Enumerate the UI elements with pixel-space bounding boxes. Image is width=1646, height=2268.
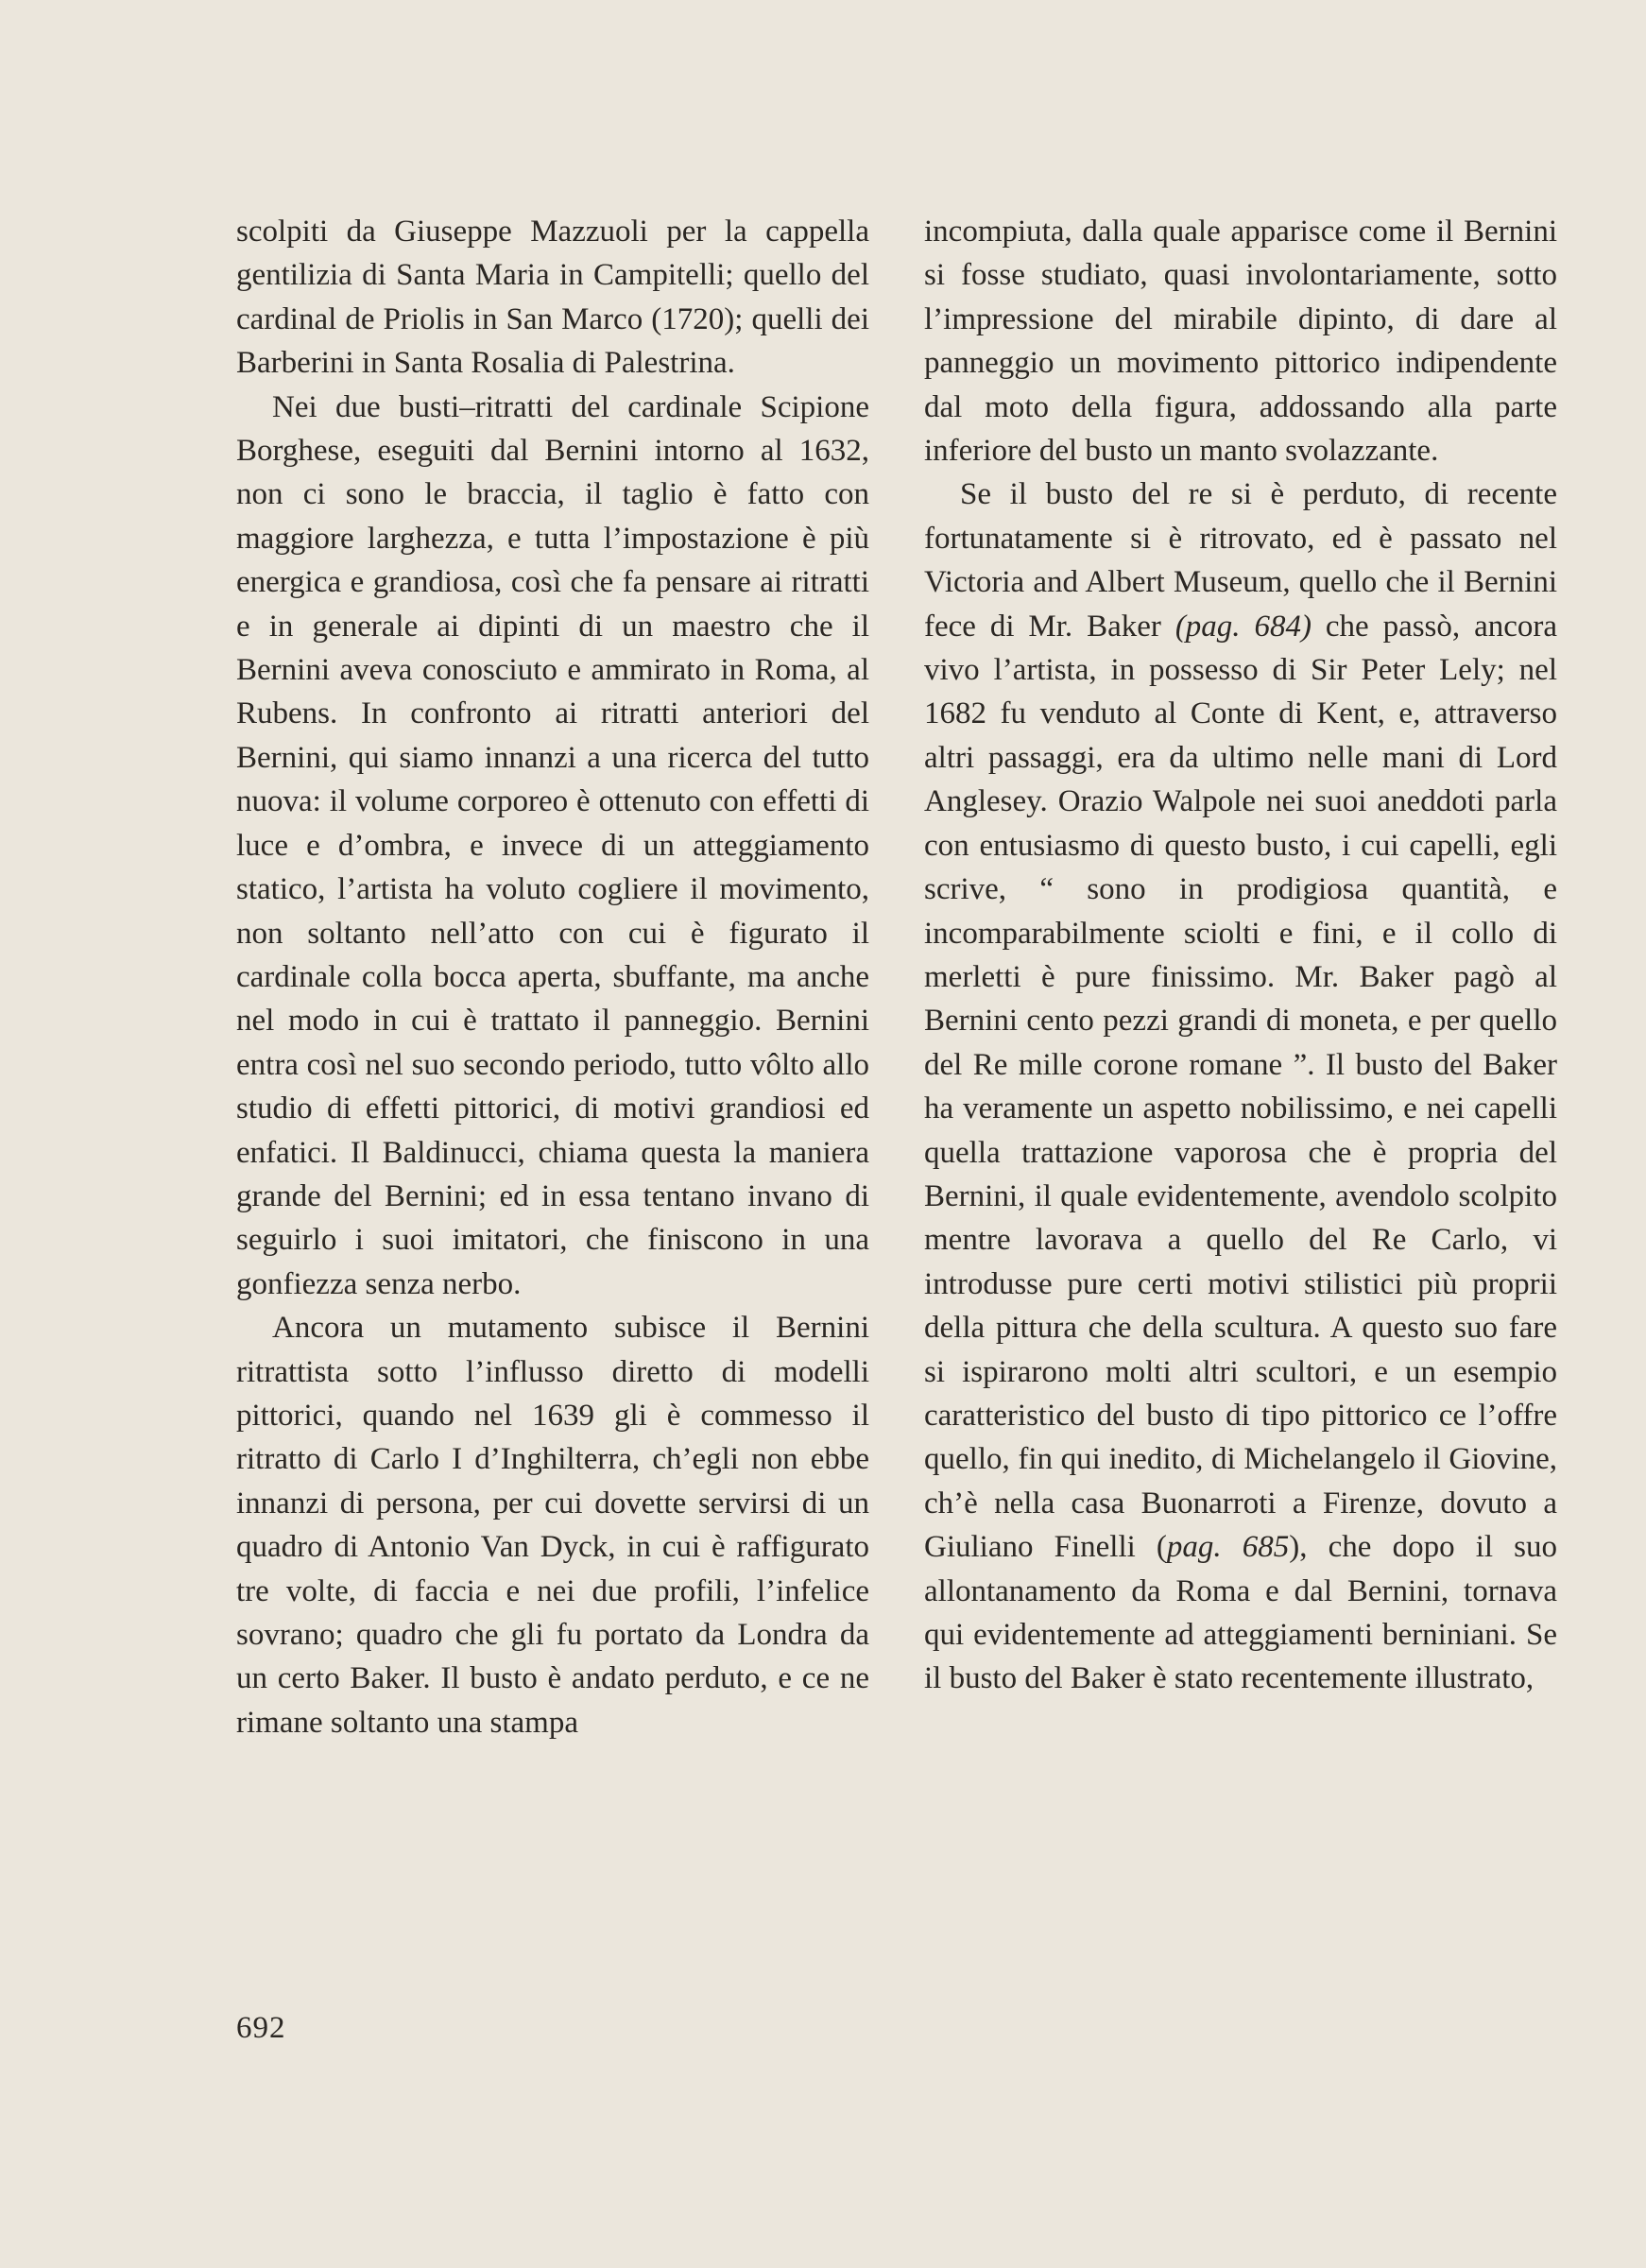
text-run: Nei due busti–ritratti del cardinale Scipione Borghese, eseguiti dal Bernini intorno al 1632, non ci sono le braccia, il taglio è fatto con maggiore larghezza, e tutta l’impostazione è più energica e grandiosa, così che fa pensare ai ritratti e in generale ai dipinti di un maestro che il Bernini aveva conosciuto e ammirato in Roma, al Rubens. In confronto ai ritratti anteriori del Bernini, qui siamo innanzi a una ricerca del tutto nuova: il volume corporeo è ottenuto con effetti di luce e d’ombra, e invece di un atteggiamento statico, l’artista ha voluto cogliere il movimento, non soltanto nell’atto con cui è figurato il cardinale colla bocca aperta, sbuffante, ma anche nel modo in cui è trattato il panneggio. Bernini entra così nel suo secondo periodo, tutto vôlto allo studio di effetti pittorici, di motivi grandiosi ed enfatici. Il Baldinucci, chiama questa la maniera grande del Bernini; ed in essa tentano invano di seguirlo i suoi imitatori, che finiscono in una gonfiezza senza nerbo.	[236, 389, 869, 1301]
page-reference: (pag. 684)	[1174, 609, 1312, 644]
text-run: scolpiti da Giuseppe Mazzuoli per la cappella gentilizia di Santa Maria in Campitelli; quello del cardinal de Priolis in San Marco (1720); quelli dei Barberini in Santa Rosalia di Palestrina.	[236, 215, 869, 381]
text-run: Ancora un mutamento subisce il Bernini ritrattista sotto l’influsso diretto di modelli pittorici, quando nel 1639 gli è commesso il ritratto di Carlo I d’Inghilterra, ch’egli non ebbe innanzi di persona, per cui dovette servirsi di un quadro di Antonio Van Dyck, in cui è raffigurato tre volte, di faccia e nei due profili, l’infelice sovrano; quadro che gli fu portato da Londra da un certo Baker. Il busto è andato perduto, e ce ne rimane soltanto una stampa	[236, 1311, 869, 1740]
text-run: incompiuta, dalla quale apparisce come il Bernini si fosse studiato, quasi involontariamente, sotto l’impressione del mirabile dipinto, di dare al panneggio un movimento pittorico indipendente dal moto della figura, addossando alla parte inferiore del busto un manto svolazzante.	[924, 215, 1557, 469]
text-run: ), che dopo il suo allontanamento da Roma e dal Bernini, tornava qui evidentemente ad atteggiamenti berniniani. Se il busto del Baker è stato recentemente illustrato,	[924, 1530, 1557, 1696]
paragraph	[236, 1306, 869, 1744]
page-reference: pag. 685	[1166, 1530, 1290, 1565]
text-run: che passò, ancora vivo l’artista, in possesso di Sir Peter Lely; nel 1682 fu venduto al Conte di Kent, e, attraverso altri passaggi, era da ultimo nelle mani di Lord Anglesey. Orazio Walpole nei suoi aneddoti parla con entusiasmo di questo busto, i cui capelli, egli scrive, “ sono in prodigiosa quantità, e incomparabilmente sciolti e fini, e il collo di merletti è pure finissimo. Mr. Baker pagò al Bernini cento pezzi grandi di moneta, e per quello del Re mille corone romane ”. Il busto del Baker ha veramente un aspetto nobilissimo, e nei capelli quella trattazione vaporosa che è propria del Bernini, il quale evidentemente, avendolo scolpito mentre lavorava a quello del Re Carlo, vi introdusse pure certi motivi stilistici più proprii della pittura che della scultura. A questo suo fare si ispirarono molti altri scultori, e un esempio caratteristico del busto di tipo pittorico ce l’offre quello, fin qui inedito, di Michelangelo il Giovine, ch’è nella casa Buonarroti a Firenze, dovuto a Giuliano Finelli (	[924, 609, 1557, 1565]
paragraph	[924, 472, 1557, 1700]
text-run: Se il busto del re si è perduto, di recente fortunatamente si è ritrovato, ed è passato nel Victoria and Albert Museum, quello che il Bernini fece di Mr. Baker	[924, 477, 1557, 644]
paragraph	[236, 210, 869, 386]
left-column	[236, 210, 869, 1744]
paragraph	[924, 210, 1557, 472]
page-number: 692	[236, 2011, 286, 2045]
right-column	[924, 210, 1557, 1701]
paragraph	[236, 386, 869, 1307]
